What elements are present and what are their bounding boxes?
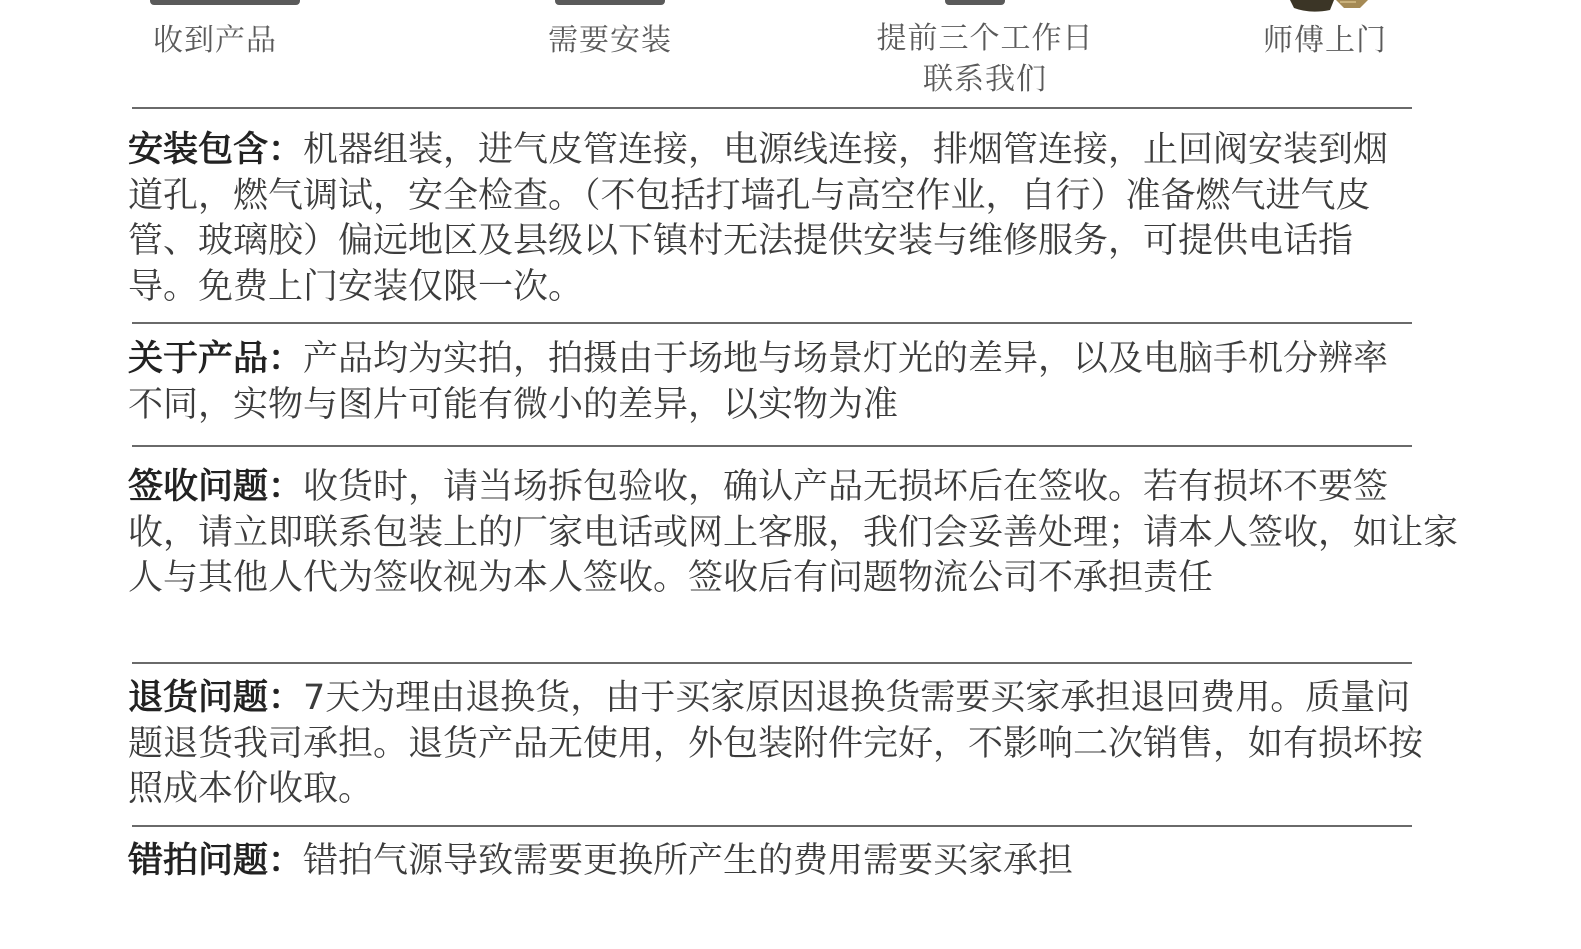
process-steps	[0, 0, 1581, 110]
section-product	[128, 337, 1418, 428]
step-install-needed: 需要安装	[548, 23, 672, 58]
section-wrong-order	[128, 839, 1418, 885]
divider	[132, 445, 1412, 447]
section-wrong-label: 错拍问题：	[128, 841, 304, 881]
step-technician-visit: 师傅上门	[1263, 23, 1387, 58]
divider	[132, 107, 1412, 109]
section-product-text: 产品均为实拍，拍摄由于场地与场景灯光的差异，以及电脑手机分辨率不同，实物与图片可能有微小的差异，以实物为准	[128, 339, 1389, 425]
section-install	[128, 128, 1418, 310]
section-return-label: 退货问题：	[128, 678, 304, 718]
section-install-text: 机器组装，进气皮管连接，电源线连接，排烟管连接，止回阀安装到烟道孔，燃气调试，安全检查。（不包括打墙孔与高空作业，自行）准备燃气进气皮管、玻璃胶）偏远地区及县级以下镇村无法提供安装与维修服务，可提供电话指导。免费上门安装仅限一次。	[128, 130, 1389, 307]
section-return-text: 7天为理由退换货，由于买家原因退换货需要买家承担退回费用。质量问题退货我司承担。退货产品无使用，外包装附件完好，不影响二次销售，如有损坏按照成本价收取。	[128, 678, 1424, 809]
section-wrong-text: 错拍气源导致需要更换所产生的费用需要买家承担	[303, 841, 1074, 881]
section-receipt	[128, 465, 1458, 602]
divider	[132, 825, 1412, 827]
step-contact-line1: 提前三个工作日	[876, 21, 1094, 56]
step-icon-contact	[945, 0, 1005, 5]
section-receipt-text: 收货时，请当场拆包验收，确认产品无损坏后在签收。若有损坏不要签收，请立即联系包装上的厂家电话或网上客服，我们会妥善处理；请本人签收，如让家人与其他人代为签收视为本人签收。签收后有问题物流公司不承担责任	[128, 467, 1459, 598]
divider	[132, 662, 1412, 664]
step-contact-us	[830, 18, 1140, 100]
section-return	[128, 676, 1423, 813]
step-icon-received	[150, 0, 300, 5]
step-received: 收到产品	[153, 23, 277, 58]
divider	[132, 322, 1412, 324]
section-product-label: 关于产品：	[128, 339, 304, 379]
section-receipt-label: 签收问题：	[128, 467, 304, 507]
step-contact-line2: 联系我们	[923, 62, 1047, 97]
step-icon-install	[555, 0, 665, 5]
installer-icon	[1270, 0, 1380, 14]
section-install-label: 安装包含：	[128, 130, 304, 170]
